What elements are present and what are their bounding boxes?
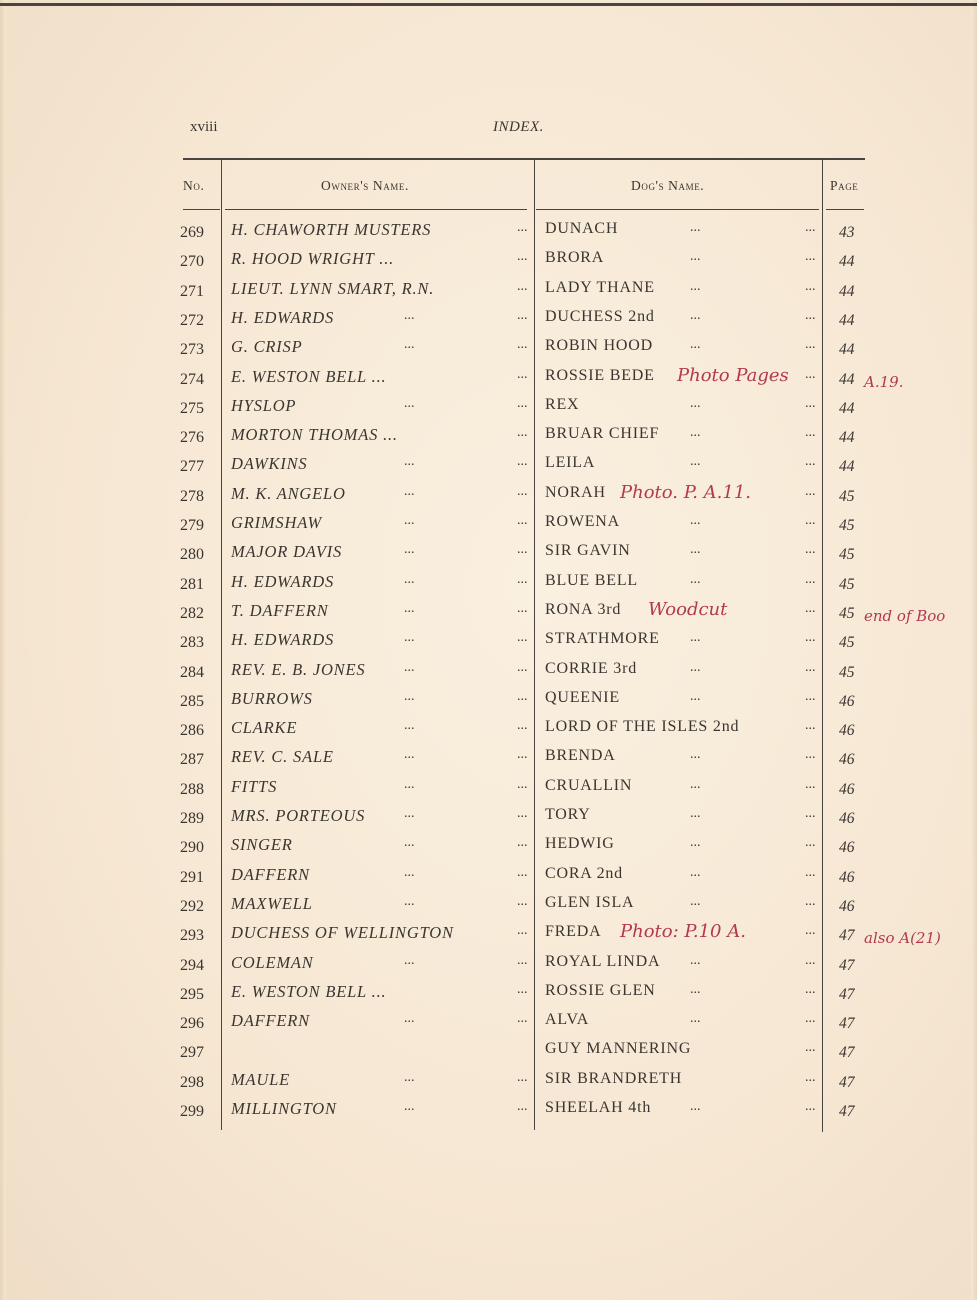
column-leader-dots: ... (517, 981, 528, 997)
owner-name: MORTON THOMAS ... (231, 425, 398, 445)
dog-leader-dots: ... (690, 571, 701, 587)
page-number: 47 (839, 1044, 855, 1062)
entry-number: 287 (180, 751, 204, 769)
dog-leader-dots: ... (690, 981, 701, 997)
page-leader-dots: ... (805, 454, 816, 470)
table-row (0, 481, 977, 513)
column-leader-dots: ... (517, 747, 528, 763)
dog-leader-dots: ... (690, 513, 701, 528)
table-row (0, 630, 977, 659)
page-leader-dots: ... (805, 278, 816, 294)
page-number: 46 (839, 692, 855, 710)
page-leader-dots: ... (805, 1069, 816, 1085)
dog-name: ROSSIE BEDE (545, 366, 655, 384)
page-leader-dots: ... (805, 659, 816, 675)
owner-name: DUCHESS OF WELLINGTON (231, 923, 454, 943)
dog-leader-dots: ... (690, 1011, 701, 1027)
page-leader-dots: ... (805, 425, 816, 441)
owner-name: H. EDWARDS (231, 571, 335, 591)
owner-name: H. EDWARDS (231, 307, 335, 327)
page-leader-dots: ... (805, 718, 816, 734)
page-leader-dots: ... (805, 249, 816, 265)
entry-number: 270 (180, 253, 204, 271)
table-row (0, 1099, 977, 1128)
dog-leader-dots: ... (690, 1099, 701, 1114)
owner-leader-dots: ... (404, 806, 415, 821)
page-number: 46 (839, 897, 855, 915)
owner-leader-dots: ... (404, 337, 415, 353)
page-number: 45 (839, 634, 855, 652)
page-number: 44 (839, 399, 855, 417)
owner-name: HYSLOP (231, 395, 297, 415)
page-number: 45 (839, 546, 855, 564)
table-row (0, 806, 977, 835)
dog-leader-dots: ... (690, 776, 701, 792)
page-leader-dots: ... (805, 337, 816, 353)
page-leader-dots: ... (805, 630, 816, 646)
owner-name: M. K. ANGELO (231, 483, 346, 503)
column-leader-dots: ... (517, 659, 528, 675)
page-number: 46 (839, 868, 855, 886)
dog-leader-dots: ... (690, 864, 701, 880)
handwritten-note: Photo Pages (677, 364, 789, 386)
entry-number: 293 (180, 927, 204, 945)
owner-leader-dots: ... (404, 600, 415, 616)
entry-number: 286 (180, 722, 204, 740)
page-number: 45 (839, 604, 855, 622)
handwritten-page-note: end of Boo (864, 606, 946, 625)
owner-name: DAFFERN (231, 1011, 310, 1031)
dog-leader-dots: ... (690, 249, 701, 265)
column-leader-dots: ... (517, 425, 528, 441)
page-number: 44 (839, 282, 855, 300)
dog-name: LORD OF THE ISLES 2nd (545, 718, 740, 736)
entry-number: 279 (180, 517, 204, 534)
entry-number: 289 (180, 810, 204, 827)
column-leader-dots: ... (517, 454, 528, 470)
column-leader-dots: ... (517, 1099, 528, 1114)
page-number: 47 (839, 1103, 855, 1120)
dog-leader-dots: ... (690, 747, 701, 763)
page-number: 45 (839, 487, 855, 505)
owner-leader-dots: ... (404, 688, 415, 704)
owner-leader-dots: ... (404, 1069, 415, 1085)
table-row (0, 689, 977, 718)
entry-number: 272 (180, 311, 204, 329)
owner-name: MAXWELL (231, 893, 313, 913)
dog-name: QUEENIE (545, 688, 620, 706)
page-top-border (0, 3, 977, 6)
page-leader-dots: ... (805, 688, 816, 704)
column-leader-dots: ... (517, 249, 528, 265)
page-title: INDEX. (493, 119, 544, 135)
entry-number: 294 (180, 956, 204, 974)
dog-name: NORAH (545, 483, 606, 501)
dog-name: LADY THANE (545, 278, 655, 296)
dog-name: ROWENA (545, 513, 621, 530)
entry-number: 275 (180, 399, 204, 417)
dog-name: BRORA (545, 249, 605, 267)
column-header-no: No. (183, 178, 205, 193)
owner-leader-dots: ... (404, 571, 415, 587)
page-numeral: xviii (190, 119, 218, 135)
owner-name: E. WESTON BELL ... (231, 981, 387, 1001)
table-row (0, 835, 977, 864)
table-row (0, 865, 977, 894)
page-leader-dots: ... (805, 513, 816, 528)
column-leader-dots: ... (517, 1069, 528, 1085)
table-row (0, 396, 977, 425)
dog-leader-dots: ... (690, 688, 701, 704)
page-leader-dots: ... (805, 1011, 816, 1027)
table-row (0, 953, 977, 982)
entry-number: 283 (180, 634, 204, 652)
header-underline-no (183, 209, 220, 210)
owner-leader-dots: ... (404, 893, 415, 909)
dog-leader-dots: ... (690, 659, 701, 675)
dog-name: ROSSIE GLEN (545, 981, 656, 999)
column-header-owner: Owner's Name. (321, 178, 409, 193)
owner-name: T. DAFFERN (231, 600, 329, 620)
table-row (0, 220, 977, 249)
column-leader-dots: ... (517, 952, 528, 968)
column-leader-dots: ... (517, 483, 528, 499)
owner-name: DAFFERN (231, 864, 310, 884)
column-header-page: Page (830, 178, 859, 193)
page-leader-dots: ... (805, 952, 816, 968)
page-number: 46 (839, 839, 855, 857)
dog-name: FREDA (545, 923, 602, 941)
dog-name: REX (545, 395, 580, 413)
table-row (0, 1040, 977, 1069)
entry-number: 273 (180, 341, 204, 359)
owner-name: SINGER (231, 835, 293, 855)
page-number: 47 (839, 1015, 855, 1033)
page-leader-dots: ... (805, 220, 816, 235)
owner-name: MRS. PORTEOUS (231, 806, 366, 825)
dog-leader-dots: ... (690, 220, 701, 235)
page-number: 46 (839, 751, 855, 769)
header-underline-dog (536, 209, 819, 210)
column-leader-dots: ... (517, 366, 528, 382)
entry-number: 282 (180, 604, 204, 622)
table-row (0, 982, 977, 1011)
dog-name: SIR GAVIN (545, 542, 631, 560)
dog-name: BLUE BELL (545, 571, 638, 589)
table-row (0, 1070, 977, 1099)
page-number: 47 (839, 956, 855, 974)
entry-number: 271 (180, 282, 204, 300)
owner-leader-dots: ... (404, 747, 415, 763)
page-number: 47 (839, 1073, 855, 1091)
column-leader-dots: ... (517, 571, 528, 587)
owner-name: MAJOR DAVIS (231, 542, 343, 562)
dog-name: CORRIE 3rd (545, 659, 637, 677)
dog-name: SHEELAH 4th (545, 1099, 652, 1116)
dog-name: DUCHESS 2nd (545, 307, 655, 325)
dog-leader-dots: ... (690, 454, 701, 470)
owner-name: CLARKE (231, 718, 298, 738)
table-row (0, 660, 977, 689)
handwritten-note: Photo. P. A.11. (620, 481, 751, 503)
column-leader-dots: ... (517, 776, 528, 792)
owner-leader-dots: ... (404, 659, 415, 675)
handwritten-note: Photo: P.10 A. (620, 921, 746, 943)
dog-name: CRUALLIN (545, 776, 633, 794)
owner-leader-dots: ... (404, 513, 415, 528)
dog-name: CORA 2nd (545, 864, 623, 882)
dog-leader-dots: ... (690, 278, 701, 294)
column-leader-dots: ... (517, 542, 528, 558)
page-leader-dots: ... (805, 1099, 816, 1114)
table-row (0, 542, 977, 571)
owner-leader-dots: ... (404, 483, 415, 499)
page-number: 46 (839, 810, 855, 827)
entry-number: 288 (180, 780, 204, 798)
entry-number: 297 (180, 1044, 204, 1062)
table-row (0, 513, 977, 542)
column-leader-dots: ... (517, 278, 528, 294)
owner-leader-dots: ... (404, 542, 415, 558)
table-top-rule (183, 158, 865, 160)
entry-number: 299 (180, 1103, 204, 1120)
owner-name: MAULE (231, 1069, 290, 1089)
table-row (0, 923, 977, 952)
entry-number: 296 (180, 1015, 204, 1033)
page-number: 43 (839, 224, 855, 241)
dog-leader-dots: ... (690, 542, 701, 558)
page-number: 45 (839, 575, 855, 593)
entry-number: 292 (180, 897, 204, 915)
table-row (0, 747, 977, 776)
table-row (0, 425, 977, 454)
column-leader-dots: ... (517, 806, 528, 821)
page-leader-dots: ... (805, 893, 816, 909)
column-leader-dots: ... (517, 1011, 528, 1027)
owner-name: G. CRISP (231, 337, 303, 357)
column-leader-dots: ... (517, 513, 528, 528)
column-leader-dots: ... (517, 893, 528, 909)
page-leader-dots: ... (805, 806, 816, 821)
column-leader-dots: ... (517, 923, 528, 939)
owner-name: FITTS (231, 776, 278, 796)
owner-leader-dots: ... (404, 718, 415, 734)
owner-name: COLEMAN (231, 952, 314, 972)
dog-name: ROYAL LINDA (545, 952, 661, 970)
dog-name: LEILA (545, 454, 596, 472)
owner-name: E. WESTON BELL ... (231, 366, 387, 386)
page-leader-dots: ... (805, 776, 816, 792)
page-number: 46 (839, 780, 855, 798)
table-row (0, 364, 977, 396)
owner-name: DAWKINS (231, 454, 308, 474)
page-number: 44 (839, 429, 855, 447)
entry-number: 277 (180, 458, 204, 476)
page-number: 46 (839, 722, 855, 740)
owner-leader-dots: ... (404, 307, 415, 323)
table-row (0, 337, 977, 366)
owner-leader-dots: ... (404, 864, 415, 880)
page-leader-dots: ... (805, 981, 816, 997)
page-number: 47 (839, 927, 855, 945)
page-leader-dots: ... (805, 835, 816, 851)
owner-leader-dots: ... (404, 630, 415, 646)
page-number: 44 (839, 341, 855, 359)
entry-number: 290 (180, 839, 204, 857)
table-row (0, 598, 977, 630)
column-leader-dots: ... (517, 630, 528, 646)
owner-name: H. EDWARDS (231, 630, 335, 650)
entry-number: 280 (180, 546, 204, 564)
page-number: 44 (839, 253, 855, 271)
column-leader-dots: ... (517, 835, 528, 851)
dog-name: RONA 3rd (545, 600, 622, 618)
page-leader-dots: ... (805, 571, 816, 587)
owner-name: GRIMSHAW (231, 513, 323, 532)
dog-name: GUY MANNERING (545, 1040, 692, 1058)
table-row (0, 718, 977, 747)
column-leader-dots: ... (517, 600, 528, 616)
table-row (0, 894, 977, 923)
entry-number: 284 (180, 663, 204, 681)
page-leader-dots: ... (805, 600, 816, 616)
page-leader-dots: ... (805, 542, 816, 558)
dog-leader-dots: ... (690, 952, 701, 968)
page-number: 44 (839, 458, 855, 476)
owner-name: MILLINGTON (231, 1099, 337, 1118)
page-leader-dots: ... (805, 307, 816, 323)
handwritten-note: Woodcut (648, 598, 728, 620)
owner-leader-dots: ... (404, 454, 415, 470)
owner-leader-dots: ... (404, 1099, 415, 1114)
owner-name: H. CHAWORTH MUSTERS (231, 220, 432, 239)
entry-number: 276 (180, 429, 204, 447)
dog-name: TORY (545, 806, 591, 823)
owner-leader-dots: ... (404, 835, 415, 851)
entry-number: 269 (180, 224, 204, 241)
owner-name: BURROWS (231, 688, 313, 708)
entry-number: 281 (180, 575, 204, 593)
entry-number: 295 (180, 985, 204, 1003)
table-row (0, 308, 977, 337)
dog-leader-dots: ... (690, 630, 701, 646)
page-number: 45 (839, 517, 855, 534)
header-underline-owner (225, 209, 527, 210)
table-row (0, 1011, 977, 1040)
table-row (0, 454, 977, 483)
table-row (0, 777, 977, 806)
dog-leader-dots: ... (690, 337, 701, 353)
column-leader-dots: ... (517, 337, 528, 353)
page-leader-dots: ... (805, 1040, 816, 1056)
owner-leader-dots: ... (404, 1011, 415, 1027)
page-leader-dots: ... (805, 923, 816, 939)
owner-leader-dots: ... (404, 952, 415, 968)
column-header-dog: Dog's Name. (631, 178, 705, 193)
header-underline-page (826, 209, 864, 210)
dog-leader-dots: ... (690, 425, 701, 441)
owner-name: R. HOOD WRIGHT ... (231, 249, 395, 269)
owner-leader-dots: ... (404, 395, 415, 411)
table-row (0, 572, 977, 601)
column-leader-dots: ... (517, 395, 528, 411)
dog-name: GLEN ISLA (545, 893, 635, 911)
page-number: 45 (839, 663, 855, 681)
entry-number: 285 (180, 692, 204, 710)
dog-leader-dots: ... (690, 835, 701, 851)
dog-leader-dots: ... (690, 893, 701, 909)
page-number: 47 (839, 985, 855, 1003)
dog-name: STRATHMORE (545, 630, 660, 648)
dog-leader-dots: ... (690, 395, 701, 411)
entry-number: 298 (180, 1073, 204, 1091)
page-number: 44 (839, 370, 855, 388)
dog-leader-dots: ... (690, 307, 701, 323)
column-leader-dots: ... (517, 307, 528, 323)
column-leader-dots: ... (517, 688, 528, 704)
dog-name: BRENDA (545, 747, 616, 765)
dog-name: ROBIN HOOD (545, 337, 653, 355)
page-leader-dots: ... (805, 747, 816, 763)
column-leader-dots: ... (517, 864, 528, 880)
handwritten-page-note: A.19. (864, 372, 904, 391)
dog-leader-dots: ... (690, 806, 701, 821)
table-row (0, 249, 977, 278)
page-leader-dots: ... (805, 864, 816, 880)
handwritten-page-note: also A(21) (864, 929, 941, 948)
page-leader-dots: ... (805, 483, 816, 499)
owner-name: REV. C. SALE (231, 747, 334, 767)
dog-name: SIR BRANDRETH (545, 1069, 683, 1087)
owner-name: LIEUT. LYNN SMART, R.N. (231, 278, 435, 298)
column-leader-dots: ... (517, 718, 528, 734)
table-row (0, 279, 977, 308)
column-leader-dots: ... (517, 220, 528, 235)
owner-name: REV. E. B. JONES (231, 659, 366, 679)
page-number: 44 (839, 311, 855, 329)
page-leader-dots: ... (805, 395, 816, 411)
dog-name: ALVA (545, 1011, 590, 1029)
entry-number: 278 (180, 487, 204, 505)
page-leader-dots: ... (805, 366, 816, 382)
entry-number: 291 (180, 868, 204, 886)
owner-leader-dots: ... (404, 776, 415, 792)
dog-name: HEDWIG (545, 835, 615, 853)
dog-name: DUNACH (545, 220, 619, 237)
entry-number: 274 (180, 370, 204, 388)
dog-name: BRUAR CHIEF (545, 425, 660, 443)
